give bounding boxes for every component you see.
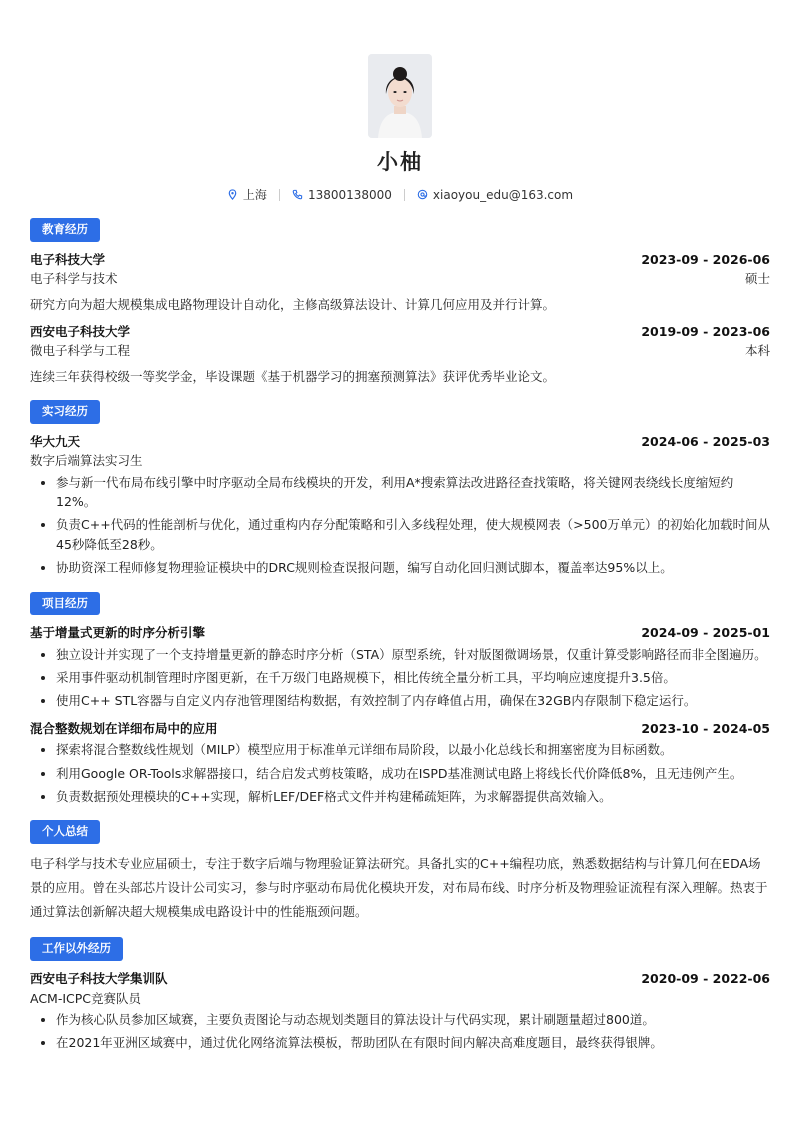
company-name: 华大九天 xyxy=(30,433,81,449)
bullet-list xyxy=(30,740,770,806)
degree: 硕士 xyxy=(744,271,770,287)
phone-text: 13800138000 xyxy=(307,187,392,202)
project-entry xyxy=(30,719,770,807)
school-name: 电子科技大学 xyxy=(30,251,106,267)
project-name: 基于增量式更新的时序分析引擎 xyxy=(30,625,206,641)
school-name: 西安电子科技大学 xyxy=(30,323,131,339)
education-section xyxy=(30,218,770,386)
section-title: 工作以外经历 xyxy=(30,937,123,961)
org-name: 西安电子科技大学集训队 xyxy=(30,971,168,987)
role: ACM-ICPC竞赛队员 xyxy=(30,990,142,1006)
list-item: • 参与新一代布局布线引擎中时序驱动全局布线模块的开发，利用A*搜索算法改进路径查找策略，将关键网表绕线长度缩短约12%。 xyxy=(56,473,770,512)
degree: 本科 xyxy=(744,343,770,359)
other-entry xyxy=(30,969,770,1053)
internship-entry xyxy=(30,432,770,578)
list-item: • 作为核心队员参加区域赛，主要负责图论与动态规划类题目的算法设计与代码实现，累计刷题量超过800道。 xyxy=(56,1010,770,1029)
summary-text: 电子科学与技术专业应届硕士，专注于数字后端与物理验证算法研究。具备扎实的C++编程功底，熟悉数据结构与计算几何在EDA场景的应用。曾在头部芯片设计公司实习，参与时序驱动布局优化模块开发，对布局布线、时序分析及物理验证流程有深入理解。热衷于通过算法创新解决超大规模集成电路设计中的性能瓶颈问题。 xyxy=(30,856,768,919)
contact-divider xyxy=(279,189,280,201)
list-item: • 负责数据预处理模块的C++实现，解析LEF/DEF格式文件并构建稀疏矩阵，为求解器提供高效输入。 xyxy=(56,787,770,806)
list-item: • 在2021年亚洲区域赛中，通过优化网络流算法模板，帮助团队在有限时间内解决高难度题目，最终获得银牌。 xyxy=(56,1033,770,1052)
list-item: • 采用事件驱动机制管理时序图更新，在千万级门电路规模下，相比传统全量分析工具，平均响应速度提升3.5倍。 xyxy=(56,668,770,687)
email-icon xyxy=(417,189,428,200)
list-item: • 独立设计并实现了一个支持增量更新的静态时序分析（STA）原型系统，针对版图微调场景，仅重计算受影响路径而非全图遍历。 xyxy=(56,645,770,664)
internship-section xyxy=(30,400,770,577)
date-range: 2023-09 - 2026-06 xyxy=(641,251,770,267)
project-name: 混合整数规划在详细布局中的应用 xyxy=(30,720,218,736)
section-title: 教育经历 xyxy=(30,218,100,242)
contact-email xyxy=(417,188,573,202)
list-item: • 协助资深工程师修复物理验证模块中的DRC规则检查误报问题，编写自动化回归测试脚本，覆盖率达95%以上。 xyxy=(56,558,770,577)
education-desc: 研究方向为超大规模集成电路物理设计自动化，主修高级算法设计、计算几何应用及并行计算。 xyxy=(30,296,556,312)
role: 数字后端算法实习生 xyxy=(30,453,143,469)
list-item: • 使用C++ STL容器与自定义内存池管理图结构数据，有效控制了内存峰值占用，确保在32GB内存限制下稳定运行。 xyxy=(56,691,770,710)
section-title: 实习经历 xyxy=(30,400,100,424)
education-entry xyxy=(30,322,770,386)
date-range: 2024-06 - 2025-03 xyxy=(641,433,770,449)
list-item: • 负责C++代码的性能剖析与优化，通过重构内存分配策略和引入多线程处理，使大规模网表（>500万单元）的初始化加载时间从45秒降低至28秒。 xyxy=(56,515,770,554)
list-item: • 利用Google OR-Tools求解器接口，结合启发式剪枝策略，成功在ISPD基准测试电路上将线长代价降低8%，且无违例产生。 xyxy=(56,764,770,783)
bullet-list xyxy=(30,1010,770,1053)
date-range: 2020-09 - 2022-06 xyxy=(641,971,770,987)
bullet-list xyxy=(30,645,770,711)
projects-section xyxy=(30,592,770,807)
person-name: 小柚 xyxy=(377,150,423,174)
other-experience-section xyxy=(30,937,770,1052)
date-range: 2023-10 - 2024-05 xyxy=(641,720,770,736)
project-entry xyxy=(30,623,770,711)
contact-divider xyxy=(404,189,405,201)
summary-section xyxy=(30,820,770,923)
profile-photo xyxy=(368,54,432,138)
section-title: 项目经历 xyxy=(30,592,100,616)
location-icon xyxy=(227,189,238,200)
location-text: 上海 xyxy=(242,188,267,202)
contact-bar xyxy=(0,186,800,203)
major: 微电子科学与工程 xyxy=(30,343,131,359)
contact-location xyxy=(227,186,267,203)
date-range: 2024-09 - 2025-01 xyxy=(641,625,770,641)
education-entry xyxy=(30,250,770,314)
education-desc: 连续三年获得校级一等奖学金，毕设课题《基于机器学习的拥塞预测算法》获评优秀毕业论文。 xyxy=(30,368,556,384)
email-text: xiaoyou_edu@163.com xyxy=(432,187,574,202)
resume-body xyxy=(30,218,770,1067)
list-item: • 探索将混合整数线性规划（MILP）模型应用于标准单元详细布局阶段，以最小化总线长和拥塞密度为目标函数。 xyxy=(56,740,770,759)
major: 电子科学与技术 xyxy=(30,271,118,287)
date-range: 2019-09 - 2023-06 xyxy=(641,323,770,339)
section-title: 个人总结 xyxy=(30,820,100,844)
contact-phone xyxy=(292,188,392,202)
resume-header xyxy=(0,0,800,203)
phone-icon xyxy=(292,189,303,200)
bullet-list xyxy=(30,473,770,578)
